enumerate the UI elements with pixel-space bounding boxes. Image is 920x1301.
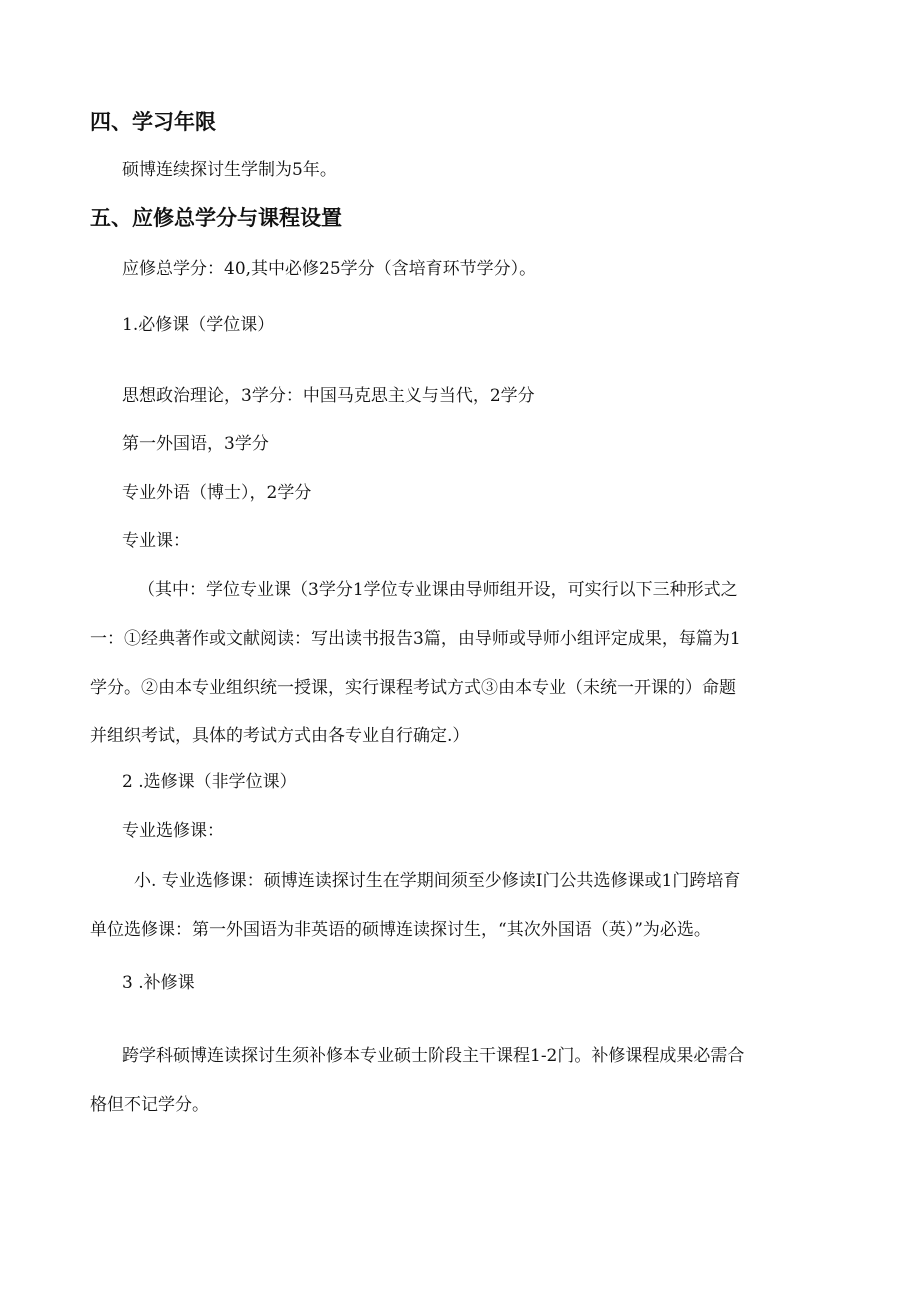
- total-credits-text: 应修总学分：40,其中必修25学分（含培育环节学分）。: [122, 259, 537, 279]
- degree-course-note-line-3: 学分。②由本专业组织统一授课，实行课程考试方式③由本专业（未统一开课的）命题: [90, 678, 736, 698]
- degree-course-note-line-2: 一：①经典著作或文献阅读：写出读书报告3篇，由导师或导师小组评定成果，每篇为1: [90, 629, 741, 649]
- elective-note-line-1: 小. 专业选修课：硕博连读探讨生在学期间须至少修读I门公共选修课或1门跨培育: [134, 871, 741, 891]
- elective-note-line-2: 单位选修课：第一外国语为非英语的硕博连读探讨生，“其次外国语（英）”为必选。: [90, 920, 711, 940]
- makeup-note-line-1: 跨学科硕博连读探讨生须补修本专业硕士阶段主干课程1-2门。补修课程成果必需合: [122, 1046, 745, 1066]
- study-period-text: 硕博连续探讨生学制为5年。: [122, 160, 337, 180]
- makeup-note-line-2: 格但不记学分。: [90, 1095, 209, 1115]
- section-heading-study-period: 四、学习年限: [90, 110, 216, 134]
- makeup-courses-title: 3 .补修课: [122, 973, 195, 993]
- elective-courses-title: 2 .选修课（非学位课）: [122, 772, 297, 792]
- major-courses-label: 专业课：: [122, 531, 190, 551]
- degree-course-note-line-1: （其中：学位专业课（3学分1学位专业课由导师组开设，可实行以下三种形式之: [138, 580, 738, 600]
- professional-language-text: 专业外语（博士），2学分: [122, 483, 312, 503]
- politics-course-text: 思想政治理论，3学分：中国马克思主义与当代，2学分: [122, 386, 535, 406]
- foreign-language-text: 第一外国语，3学分: [122, 434, 269, 454]
- required-courses-title: 1.必修课（学位课）: [122, 315, 275, 335]
- major-elective-label: 专业选修课：: [122, 821, 224, 841]
- degree-course-note-line-4: 并组织考试，具体的考试方式由各专业自行确定.）: [90, 726, 470, 746]
- section-heading-credits-courses: 五、应修总学分与课程设置: [90, 206, 342, 230]
